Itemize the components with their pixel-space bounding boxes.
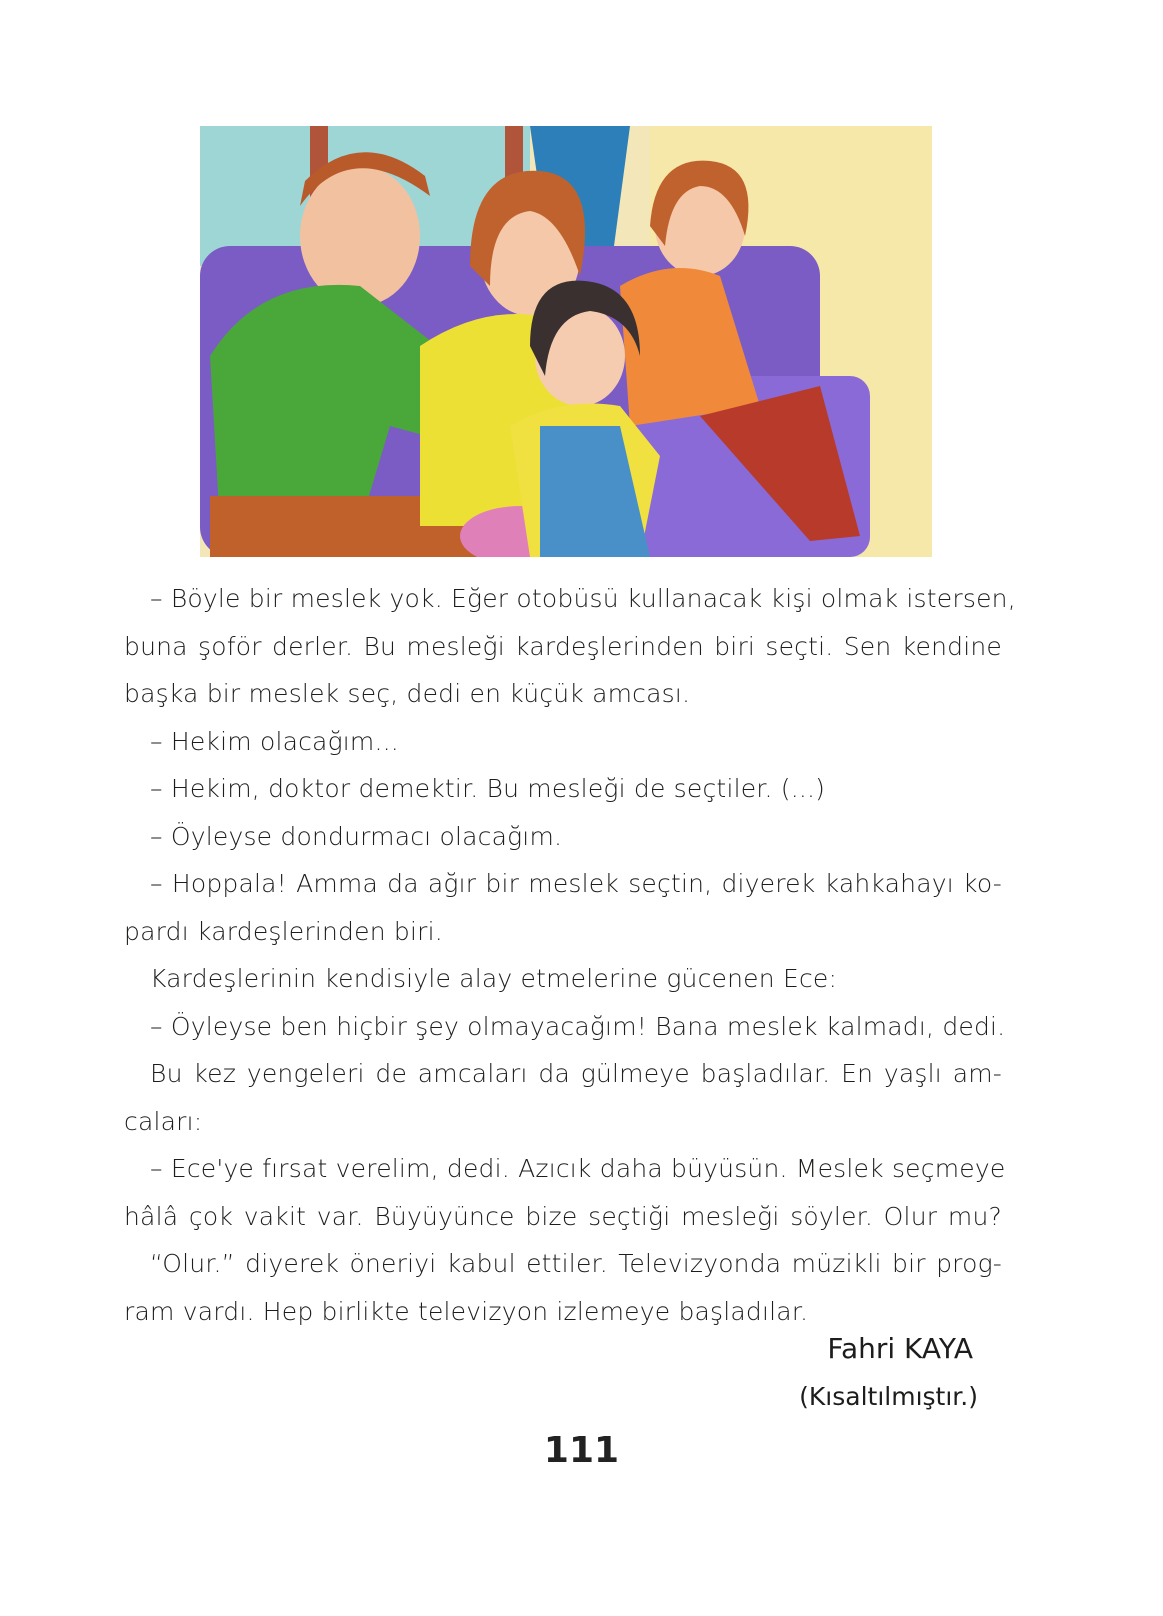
story-line: – Hekim olacağım...	[150, 726, 399, 756]
story-line: buna şoför derler. Bu mesleği kardeşlerinden biri seçti. Sen kendine	[124, 631, 1002, 661]
story-line: Bu kez yengeleri de amcaları da gülmeye başladılar. En yaşlı am-	[150, 1059, 1002, 1088]
story-line: – Öyleyse ben hiçbir şey olmayacağım! Bana meslek kalmadı, dedi.	[150, 1011, 1006, 1041]
story-line: Kardeşlerinin kendisiyle alay etmelerine gücenen Ece:	[150, 964, 838, 993]
story-line: – Hekim, doktor demektir. Bu mesleği de seçtiler. (...)	[150, 774, 826, 803]
page-number: 111	[543, 1430, 620, 1471]
story-line: – Öyleyse dondurmacı olacağım.	[150, 821, 563, 851]
story-text	[124, 575, 1016, 1335]
story-line: pardı kardeşlerinden biri.	[124, 916, 443, 946]
story-illustration	[200, 126, 932, 557]
story-line: – Ece'ye fırsat verelim, dedi. Azıcık daha büyüsün. Meslek seçmeye	[150, 1154, 1006, 1183]
story-line: “Olur.” diyerek öneriyi kabul ettiler. Televizyonda müzikli bir prog-	[150, 1249, 1002, 1278]
author-name: Fahri KAYA	[827, 1332, 973, 1365]
story-line: – Böyle bir meslek yok. Eğer otobüsü kullanacak kişi olmak istersen,	[150, 584, 1016, 613]
story-line: başka bir meslek seç, dedi en küçük amcası.	[124, 679, 691, 708]
story-line: ram vardı. Hep birlikte televizyon izlemeye başladılar.	[124, 1296, 809, 1326]
abridged-note: (Kısaltılmıştır.)	[799, 1382, 978, 1411]
story-line: hâlâ çok vakit var. Büyüyünce bize seçtiği mesleği söyler. Olur mu?	[124, 1201, 1002, 1231]
story-line: – Hoppala! Amma da ağır bir meslek seçtin, diyerek kahkahayı ko-	[150, 869, 1002, 898]
story-line: caları:	[124, 1106, 203, 1136]
family-on-sofa-image	[200, 126, 932, 557]
